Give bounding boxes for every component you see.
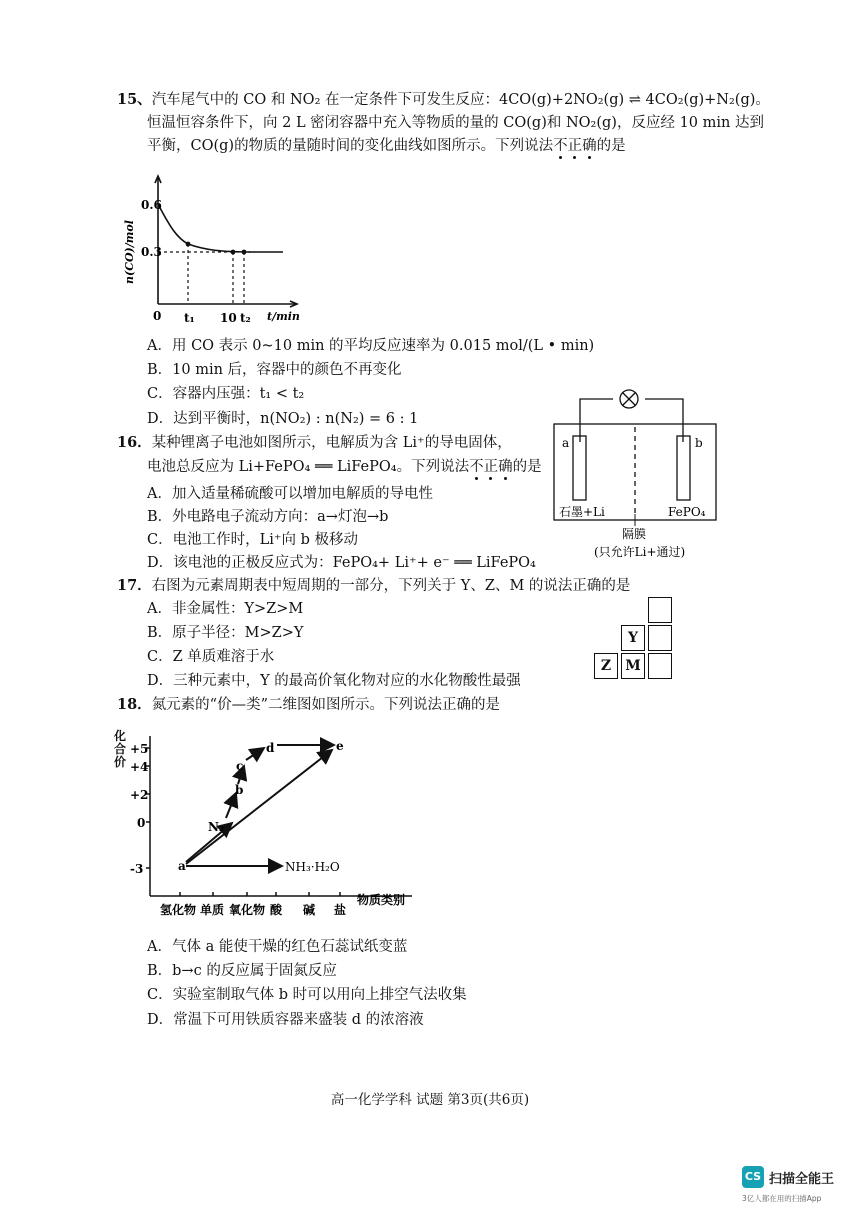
q17-option-b: B．原子半径：M>Z>Y	[147, 625, 304, 641]
point-c: c	[236, 759, 244, 773]
co-curve	[158, 204, 255, 252]
tick-label-plus5: +5	[130, 742, 149, 756]
table-cell-y: Y	[621, 625, 645, 651]
point-t1	[186, 242, 191, 247]
point-e: e	[336, 739, 344, 753]
emphasis-char: 不	[553, 138, 568, 154]
q17-option-c: C．Z 单质难溶于水	[147, 649, 275, 665]
scanner-watermark	[742, 1166, 852, 1206]
q16-stem-2-end: 的是	[512, 459, 542, 475]
watermark-tagline: 3亿人都在用的扫描App	[742, 1194, 822, 1203]
point-a: a	[178, 859, 186, 873]
q18-line1	[117, 695, 500, 715]
q15-stem-3-text: 平衡，CO(g)的物质的量随时间的变化曲线如图所示。下列说法	[147, 138, 554, 154]
q15-option-a: A．用 CO 表示 0~10 min 的平均反应速率为 0.015 mol/(L • min)	[147, 338, 595, 354]
q17-stem-1: 右图为元素周期表中短周期的一部分，下列关于 Y、Z、M 的说法正确的是	[151, 578, 631, 594]
label-membrane: 隔膜	[622, 527, 647, 541]
cat-oxide: 氧化物	[229, 903, 266, 916]
table-cell-empty	[648, 625, 672, 651]
q16-option-d: D．该电池的正极反应式为：FePO₄+ Li⁺+ e⁻ ══ LiFePO₄	[147, 555, 536, 571]
x-axis-label: 物质类别	[357, 893, 406, 907]
watermark-app-name: 扫描全能王	[769, 1172, 835, 1187]
q18-number: 18．	[117, 696, 152, 713]
tick-label-0: 0	[137, 816, 146, 830]
q15-number: 15、	[117, 91, 152, 108]
q16-stem-2-text: 电池总反应为 Li+FePO₄ ══ LiFePO₄。下列说法	[147, 459, 470, 475]
tick-t1: t₁	[184, 311, 195, 325]
origin-label: 0	[153, 309, 162, 323]
q17-line1	[117, 576, 630, 596]
q15-co-time-graph	[115, 172, 315, 330]
table-cell-m: M	[621, 653, 645, 679]
cat-base: 碱	[303, 903, 316, 916]
point-nh3-h2o: NH₃·H₂O	[285, 860, 340, 874]
point-t2	[242, 250, 247, 255]
emphasis-char: 确	[498, 459, 513, 475]
q15-stem-3	[147, 136, 626, 156]
q18-option-c: C．实验室制取气体 b 时可以用向上排空气法收集	[147, 987, 467, 1003]
q15-stem-3-end: 的是	[596, 138, 626, 154]
q17-option-a: A．非金属性：Y>Z>M	[147, 601, 304, 617]
tick-label-plus4: +4	[130, 760, 149, 774]
tick-label-minus3: -3	[130, 862, 144, 876]
tick-10: 10	[220, 311, 237, 325]
y-axis-label: n(CO)/mol	[123, 220, 136, 284]
cat-hydride: 氢化物	[160, 903, 197, 916]
point-b: b	[235, 783, 244, 797]
q16-number: 16．	[117, 434, 152, 451]
q15-line1	[117, 90, 770, 110]
cat-salt: 盐	[334, 903, 347, 916]
q18-y-axis-label: 化合价	[114, 729, 127, 769]
cat-element: 单质	[200, 903, 225, 916]
page-footer: 高一化学学科 试题 第3页(共6页)	[330, 1092, 530, 1108]
q18-option-d: D．常温下可用铁质容器来盛装 d 的浓溶液	[147, 1012, 424, 1028]
table-cell-empty	[648, 597, 672, 623]
q17-number: 17．	[117, 577, 152, 594]
camscanner-logo-icon: CS	[742, 1166, 764, 1188]
q15-stem-1: 汽车尾气中的 CO 和 NO₂ 在一定条件下可发生反应：4CO(g)+2NO₂(g) ⇌ 4CO₂(g)+N₂(g)。	[151, 92, 770, 108]
q16-option-b: B．外电路电子流动方向：a→灯泡→b	[147, 509, 389, 525]
emphasis-char: 正	[567, 138, 583, 154]
table-cell-empty	[648, 653, 672, 679]
q15-option-c: C．容器内压强：t₁ < t₂	[147, 386, 305, 402]
q15-option-d: D．达到平衡时，n(NO₂) : n(N₂) = 6 : 1	[147, 411, 419, 427]
arrow-a-e	[186, 750, 332, 864]
q15-option-b: B．10 min 后，容器中的颜色不再变化	[147, 362, 402, 378]
point-d: d	[266, 741, 275, 755]
label-b: b	[695, 436, 703, 450]
label-graphite-li: 石墨+Li	[559, 505, 605, 519]
emphasis-char: 正	[483, 459, 499, 475]
q16-option-c: C．电池工作时，Li⁺向 b 极移动	[147, 532, 359, 548]
emphasis-char: 不	[469, 459, 484, 475]
q17-option-d: D．三种元素中，Y 的最高价氧化物对应的水化物酸性最强	[147, 673, 521, 689]
q16-stem-1: 某种锂离子电池如图所示，电解质为含 Li⁺的导电固体，	[151, 435, 512, 451]
electrode-a	[573, 436, 586, 500]
q16-line1	[117, 433, 512, 453]
q18-stem-1: 氮元素的“价—类”二维图如图所示。下列说法正确的是	[151, 697, 501, 713]
point-10	[231, 250, 236, 255]
tick-0-3: 0.3	[141, 245, 162, 259]
q16-option-a: A．加入适量稀硫酸可以增加电解质的导电性	[147, 486, 433, 502]
label-membrane-note: (只允许Li+通过)	[594, 545, 686, 559]
label-a: a	[562, 436, 570, 450]
cat-acid: 酸	[270, 903, 283, 916]
q16-stem-2	[147, 457, 542, 477]
q18-option-a: A．气体 a 能使干燥的红色石蕊试纸变蓝	[147, 939, 408, 955]
point-n2: N₂	[208, 820, 225, 834]
tick-0-6: 0.6	[141, 198, 162, 212]
tick-label-plus2: +2	[130, 788, 149, 802]
electrode-b	[677, 436, 690, 500]
tick-t2: t₂	[240, 311, 251, 325]
label-fepo4: FePO₄	[668, 505, 706, 519]
table-cell-z: Z	[594, 653, 618, 679]
q15-stem-2: 恒温恒容条件下，向 2 L 密闭容器中充入等物质的量的 CO(g)和 NO₂(g)，反应经 10 min 达到	[147, 115, 764, 131]
q18-valence-class-diagram	[112, 728, 422, 916]
emphasis-char: 确	[582, 138, 597, 154]
arrow-c-d	[246, 748, 264, 760]
x-axis-label: t/min	[267, 310, 300, 323]
q18-option-b: B．b→c 的反应属于固氮反应	[147, 963, 337, 979]
q16-battery-diagram	[550, 386, 720, 571]
